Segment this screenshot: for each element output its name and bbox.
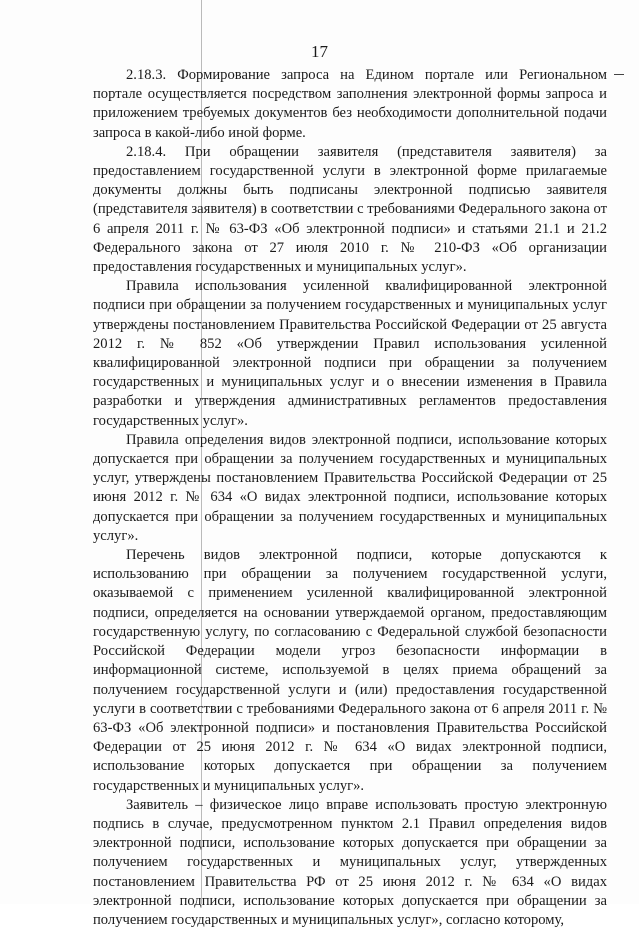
document-body: [93, 66, 607, 930]
page-number: 17: [311, 42, 328, 61]
paragraph-rules-signature-types: Правила определения видов электронной подписи, использование которых допускается при обращении за получением государственных и муниципальных услуг, утверждены постановлением Правительства Российской Федерации от 25 июня 2012 г. № 634 «О видах электронной подписи, использование которых допускается при обращении за получением государственных и муниципальных услуг».: [93, 431, 607, 544]
paragraph-2-18-3: 2.18.3. Формирование запроса на Едином портале или Региональном портале осуществляется посредством заполнения электронной формы запроса и приложением требуемых документов без необходимости дополнительной подачи запроса в какой-либо иной форме.: [93, 67, 607, 141]
paragraph-applicant-simple-signature: Заявитель – физическое лицо вправе использовать простую электронную подпись в случае, предусмотренном пунктом 2.1 Правил определения видов электронной подписи, использование которых допускается при обращении за получением государственных и муниципальных услуг, утвержденных постановлением Правительства РФ от 25 июня 2012 г. № 634 «О видах электронной подписи, использование которых допускается при обращении за получением государственных и муниципальных услуг», согласно которому,: [93, 796, 607, 928]
paragraph-2-18-4: 2.18.4. При обращении заявителя (представителя заявителя) за предоставлением государственной услуги в электронной форме прилагаемые документы должны быть подписаны электронной подписью заявителя (представителя заявителя) в соответствии с требованиями Федерального закона от 6 апреля 2011 г. № 63-ФЗ «Об электронной подписи» и статьями 21.1 и 21.2 Федерального закона от 27 июля 2010 г. № 210-ФЗ «Об организации предоставления государственных и муниципальных услуг».: [93, 143, 607, 276]
paragraph-rules-qualified-signature: Правила использования усиленной квалифицированной электронной подписи при обращении за получением государственных и муниципальных услуг утверждены постановлением Правительства Российской Федерации от 25 августа 2012 г. № 852 «Об утверждении Правил использования усиленной квалифицированной электронной подписи при обращении за получением государственных и муниципальных услуг и о внесении изменения в Правила разработки и утверждения административных регламентов предоставления государственных услуг».: [93, 278, 607, 429]
paragraph-signature-list: Перечень видов электронной подписи, которые допускаются к использованию при обращении за получением государственной услуги, оказываемой с применением усиленной квалифицированной электронной подписи, определяется на основании утверждаемой органом, предоставляющим государственную услугу, по согласованию с Федеральной службой безопасности Российской Федерации модели угроз безопасности информации в информационной системе, используемой в целях приема обращений за получением государственной услуги и (или) предоставления государственной услуги в соответствии с требованиями Федерального закона от 6 апреля 2011 г. № 63-ФЗ «Об электронной подписи» и постановления Правительства Российской Федерации от 25 июня 2012 г. № 634 «О видах электронной подписи, использование которых допускается при обращении за получением государственных и муниципальных услуг».: [93, 547, 607, 794]
scan-artifact-mark: [614, 74, 624, 75]
